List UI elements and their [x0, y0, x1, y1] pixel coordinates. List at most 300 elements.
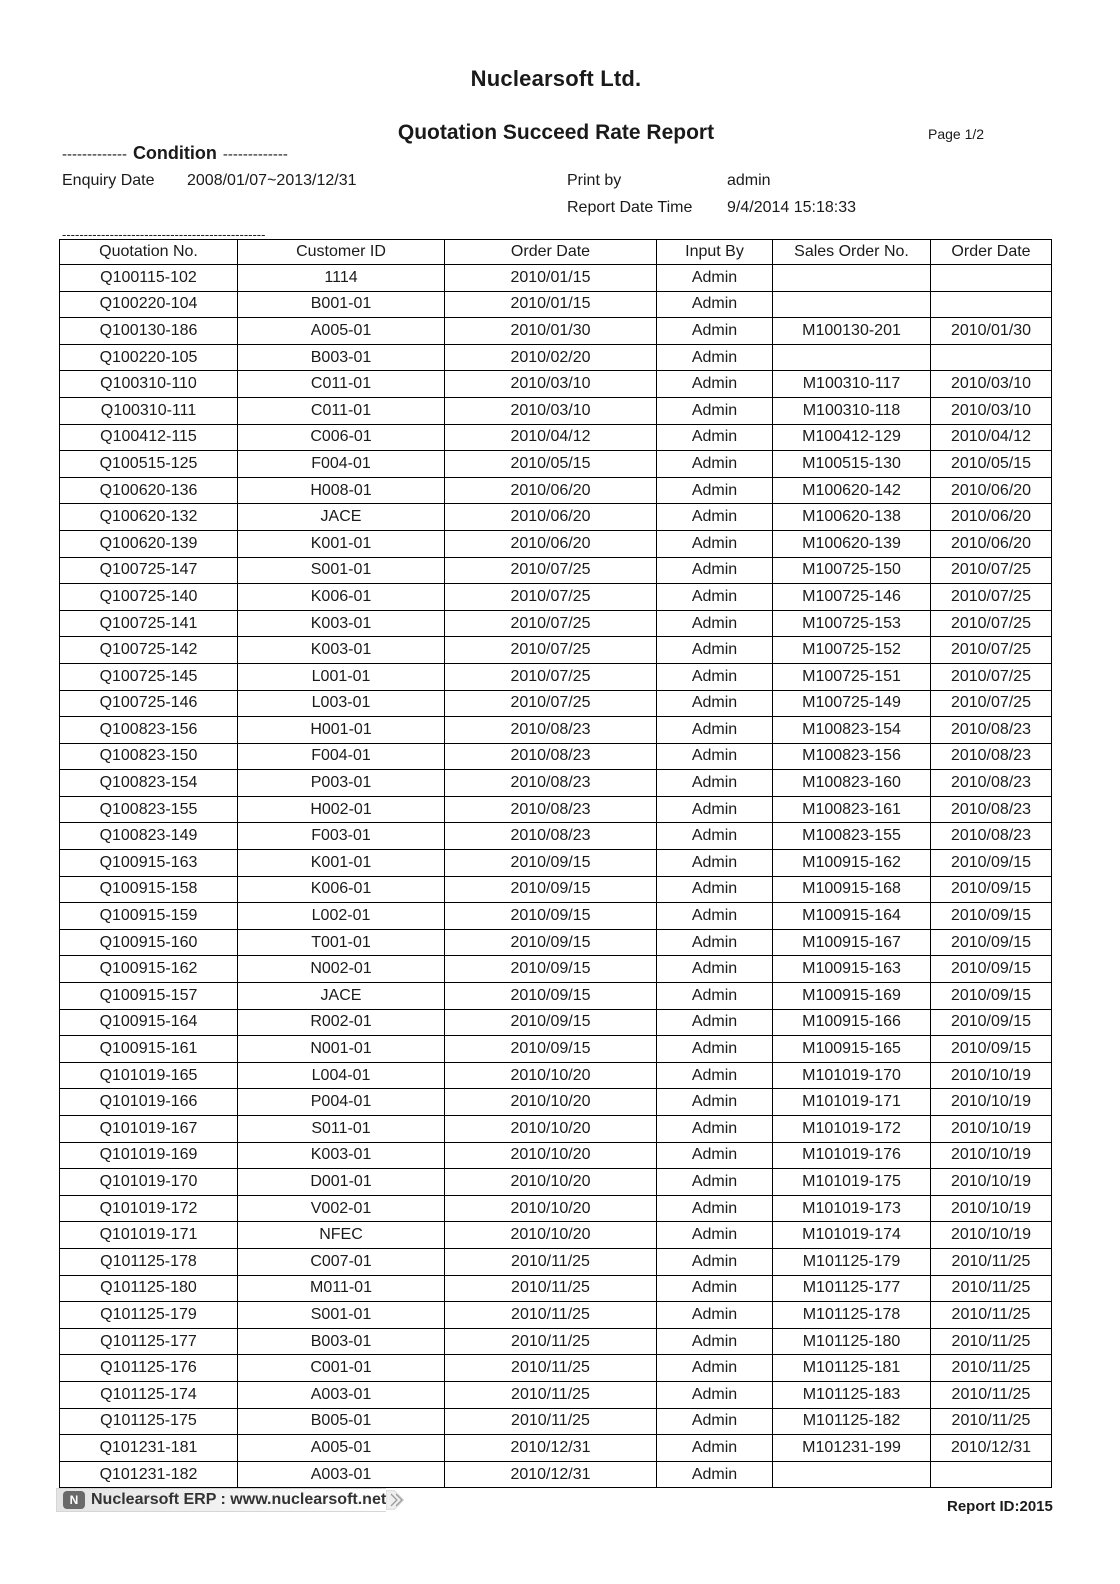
cell-quotation-no: Q100823-150	[60, 743, 238, 770]
cell-customer-id: H001-01	[238, 717, 445, 744]
page-number: Page 1/2	[928, 126, 985, 142]
cell-quotation-no: Q100310-111	[60, 397, 238, 424]
cell-sales-order-no: M100515-130	[773, 451, 931, 478]
cell-sales-order-no: M100725-150	[773, 557, 931, 584]
cell-order-date: 2010/11/25	[445, 1381, 657, 1408]
table-row	[60, 1381, 1052, 1408]
cell-quotation-no: Q100620-132	[60, 504, 238, 531]
cell-order-date: 2010/12/31	[445, 1461, 657, 1488]
cell-customer-id: NFEC	[238, 1222, 445, 1249]
nuclearsoft-logo-icon: N	[63, 1491, 85, 1509]
cell-input-by: Admin	[657, 823, 773, 850]
cell-order-date: 2010/07/25	[445, 637, 657, 664]
cell-customer-id: H002-01	[238, 796, 445, 823]
cell-quotation-no: Q100915-159	[60, 903, 238, 930]
cell-order-date: 2010/07/25	[445, 557, 657, 584]
cell-sales-order-no: M100823-156	[773, 743, 931, 770]
cell-quotation-no: Q101019-166	[60, 1089, 238, 1116]
cell-quotation-no: Q101125-180	[60, 1275, 238, 1302]
cell-so-order-date: 2010/08/23	[931, 770, 1052, 797]
cell-customer-id: P004-01	[238, 1089, 445, 1116]
table-row	[60, 1116, 1052, 1143]
cell-order-date: 2010/02/20	[445, 344, 657, 371]
cell-order-date: 2010/07/25	[445, 690, 657, 717]
cell-sales-order-no: M100915-167	[773, 929, 931, 956]
table-row	[60, 344, 1052, 371]
cell-so-order-date: 2010/09/15	[931, 850, 1052, 877]
cell-sales-order-no	[773, 1461, 931, 1488]
cell-sales-order-no: M100130-201	[773, 318, 931, 345]
cell-input-by: Admin	[657, 397, 773, 424]
cell-quotation-no: Q100725-140	[60, 584, 238, 611]
table-row	[60, 1435, 1052, 1462]
cell-customer-id: A003-01	[238, 1461, 445, 1488]
cell-quotation-no: Q100725-141	[60, 610, 238, 637]
cell-sales-order-no: M100915-165	[773, 1036, 931, 1063]
print-by-label: Print by	[567, 172, 622, 189]
cell-quotation-no: Q100620-136	[60, 477, 238, 504]
cell-customer-id: M011-01	[238, 1275, 445, 1302]
cell-customer-id: F004-01	[238, 451, 445, 478]
cell-quotation-no: Q100115-102	[60, 265, 238, 292]
cell-sales-order-no: M100915-162	[773, 850, 931, 877]
cell-so-order-date: 2010/10/19	[931, 1169, 1052, 1196]
cell-quotation-no: Q101231-181	[60, 1435, 238, 1462]
cell-input-by: Admin	[657, 1195, 773, 1222]
cell-customer-id: S011-01	[238, 1116, 445, 1143]
cell-input-by: Admin	[657, 1355, 773, 1382]
cell-quotation-no: Q101125-177	[60, 1328, 238, 1355]
cell-sales-order-no: M101019-172	[773, 1116, 931, 1143]
cell-quotation-no: Q100725-147	[60, 557, 238, 584]
table-row	[60, 477, 1052, 504]
cell-customer-id: K006-01	[238, 876, 445, 903]
cell-customer-id: JACE	[238, 983, 445, 1010]
cell-so-order-date: 2010/10/19	[931, 1116, 1052, 1143]
cell-input-by: Admin	[657, 876, 773, 903]
column-header-so-order-date: Order Date	[931, 240, 1052, 265]
cell-input-by: Admin	[657, 1461, 773, 1488]
cell-sales-order-no: M100915-163	[773, 956, 931, 983]
cell-customer-id: A005-01	[238, 318, 445, 345]
cell-input-by: Admin	[657, 770, 773, 797]
table-row	[60, 1461, 1052, 1488]
cell-order-date: 2010/08/23	[445, 770, 657, 797]
cell-customer-id: N001-01	[238, 1036, 445, 1063]
cell-sales-order-no	[773, 265, 931, 292]
table-row	[60, 1355, 1052, 1382]
condition-dashes-left: -------------	[62, 146, 127, 163]
cell-so-order-date: 2010/09/15	[931, 1036, 1052, 1063]
report-datetime-value: 9/4/2014 15:18:33	[727, 199, 857, 216]
table-row	[60, 584, 1052, 611]
cell-order-date: 2010/11/25	[445, 1328, 657, 1355]
table-row	[60, 610, 1052, 637]
cell-so-order-date: 2010/11/25	[931, 1328, 1052, 1355]
cell-so-order-date: 2010/11/25	[931, 1355, 1052, 1382]
cell-so-order-date: 2010/07/25	[931, 557, 1052, 584]
cell-quotation-no: Q100915-157	[60, 983, 238, 1010]
table-row	[60, 876, 1052, 903]
cell-so-order-date	[931, 291, 1052, 318]
condition-heading	[62, 143, 288, 164]
table-row	[60, 1328, 1052, 1355]
condition-dashes-right: -------------	[222, 146, 288, 163]
cell-order-date: 2010/07/25	[445, 584, 657, 611]
table-row	[60, 265, 1052, 292]
table-row	[60, 1089, 1052, 1116]
cell-sales-order-no: M101125-181	[773, 1355, 931, 1382]
cell-so-order-date: 2010/09/15	[931, 929, 1052, 956]
cell-so-order-date: 2010/12/31	[931, 1435, 1052, 1462]
column-header-input-by: Input By	[657, 240, 773, 265]
cell-so-order-date: 2010/08/23	[931, 823, 1052, 850]
cell-order-date: 2010/04/12	[445, 424, 657, 451]
table-row	[60, 1142, 1052, 1169]
cell-input-by: Admin	[657, 265, 773, 292]
cell-customer-id: JACE	[238, 504, 445, 531]
cell-so-order-date: 2010/01/30	[931, 318, 1052, 345]
cell-customer-id: T001-01	[238, 929, 445, 956]
cell-order-date: 2010/07/25	[445, 663, 657, 690]
table-row	[60, 663, 1052, 690]
cell-so-order-date: 2010/10/19	[931, 1195, 1052, 1222]
cell-so-order-date: 2010/07/25	[931, 690, 1052, 717]
cell-quotation-no: Q101019-169	[60, 1142, 238, 1169]
cell-order-date: 2010/10/20	[445, 1195, 657, 1222]
cell-order-date: 2010/09/15	[445, 876, 657, 903]
cell-so-order-date: 2010/03/10	[931, 371, 1052, 398]
cell-input-by: Admin	[657, 1062, 773, 1089]
cell-input-by: Admin	[657, 504, 773, 531]
cell-quotation-no: Q100515-125	[60, 451, 238, 478]
cell-quotation-no: Q101019-171	[60, 1222, 238, 1249]
double-chevron-right-icon	[386, 1488, 408, 1512]
cell-input-by: Admin	[657, 743, 773, 770]
cell-quotation-no: Q100915-160	[60, 929, 238, 956]
cell-sales-order-no: M100725-149	[773, 690, 931, 717]
cell-so-order-date: 2010/10/19	[931, 1222, 1052, 1249]
cell-quotation-no: Q101125-175	[60, 1408, 238, 1435]
cell-input-by: Admin	[657, 584, 773, 611]
cell-quotation-no: Q100725-146	[60, 690, 238, 717]
cell-order-date: 2010/07/25	[445, 610, 657, 637]
cell-quotation-no: Q100620-139	[60, 530, 238, 557]
table-row	[60, 690, 1052, 717]
enquiry-date-label: Enquiry Date	[62, 172, 155, 189]
cell-sales-order-no: M101019-173	[773, 1195, 931, 1222]
cell-sales-order-no: M100412-129	[773, 424, 931, 451]
cell-quotation-no: Q100220-104	[60, 291, 238, 318]
cell-customer-id: K003-01	[238, 1142, 445, 1169]
cell-input-by: Admin	[657, 1142, 773, 1169]
cell-quotation-no: Q101019-170	[60, 1169, 238, 1196]
cell-order-date: 2010/08/23	[445, 743, 657, 770]
cell-customer-id: K001-01	[238, 850, 445, 877]
cell-sales-order-no: M100915-164	[773, 903, 931, 930]
cell-order-date: 2010/03/10	[445, 371, 657, 398]
cell-input-by: Admin	[657, 929, 773, 956]
table-row	[60, 1169, 1052, 1196]
cell-input-by: Admin	[657, 371, 773, 398]
footer-logo	[56, 1488, 408, 1512]
cell-order-date: 2010/09/15	[445, 983, 657, 1010]
cell-input-by: Admin	[657, 1009, 773, 1036]
table-row	[60, 770, 1052, 797]
cell-sales-order-no: M100725-151	[773, 663, 931, 690]
cell-sales-order-no: M101019-175	[773, 1169, 931, 1196]
column-header-customer-id: Customer ID	[238, 240, 445, 265]
cell-quotation-no: Q100725-145	[60, 663, 238, 690]
cell-order-date: 2010/11/25	[445, 1302, 657, 1329]
condition-heading-label: Condition	[132, 143, 217, 163]
footer-logo-banner	[56, 1488, 386, 1512]
cell-order-date: 2010/10/20	[445, 1142, 657, 1169]
cell-order-date: 2010/05/15	[445, 451, 657, 478]
column-header-quotation-no: Quotation No.	[60, 240, 238, 265]
table-row	[60, 1408, 1052, 1435]
table-row	[60, 823, 1052, 850]
cell-input-by: Admin	[657, 637, 773, 664]
table-row	[60, 983, 1052, 1010]
cell-sales-order-no: M101019-174	[773, 1222, 931, 1249]
cell-sales-order-no: M100310-118	[773, 397, 931, 424]
column-header-order-date: Order Date	[445, 240, 657, 265]
table-row	[60, 1036, 1052, 1063]
cell-so-order-date: 2010/11/25	[931, 1248, 1052, 1275]
cell-quotation-no: Q100915-161	[60, 1036, 238, 1063]
cell-quotation-no: Q100823-154	[60, 770, 238, 797]
cell-so-order-date: 2010/07/25	[931, 610, 1052, 637]
cell-customer-id: C001-01	[238, 1355, 445, 1382]
cell-sales-order-no: M100620-138	[773, 504, 931, 531]
cell-sales-order-no: M100823-154	[773, 717, 931, 744]
cell-quotation-no: Q100915-158	[60, 876, 238, 903]
enquiry-date-value: 2008/01/07~2013/12/31	[187, 172, 357, 189]
table-row	[60, 1248, 1052, 1275]
cell-order-date: 2010/09/15	[445, 1036, 657, 1063]
cell-customer-id: K003-01	[238, 637, 445, 664]
cell-customer-id: D001-01	[238, 1169, 445, 1196]
table-row	[60, 850, 1052, 877]
cell-so-order-date: 2010/09/15	[931, 983, 1052, 1010]
cell-order-date: 2010/06/20	[445, 477, 657, 504]
cell-so-order-date: 2010/09/15	[931, 876, 1052, 903]
cell-customer-id: V002-01	[238, 1195, 445, 1222]
table-row	[60, 1195, 1052, 1222]
cell-so-order-date: 2010/11/25	[931, 1275, 1052, 1302]
table-row	[60, 530, 1052, 557]
cell-input-by: Admin	[657, 956, 773, 983]
cell-so-order-date: 2010/08/23	[931, 743, 1052, 770]
cell-quotation-no: Q100220-105	[60, 344, 238, 371]
cell-input-by: Admin	[657, 1328, 773, 1355]
cell-order-date: 2010/11/25	[445, 1248, 657, 1275]
cell-sales-order-no: M100915-169	[773, 983, 931, 1010]
table-row	[60, 424, 1052, 451]
cell-input-by: Admin	[657, 1089, 773, 1116]
cell-sales-order-no: M101019-171	[773, 1089, 931, 1116]
table-row	[60, 318, 1052, 345]
table-body	[60, 265, 1052, 1488]
cell-order-date: 2010/10/20	[445, 1116, 657, 1143]
cell-customer-id: S001-01	[238, 557, 445, 584]
cell-input-by: Admin	[657, 1302, 773, 1329]
cell-quotation-no: Q101125-179	[60, 1302, 238, 1329]
cell-sales-order-no: M101125-182	[773, 1408, 931, 1435]
cell-order-date: 2010/09/15	[445, 903, 657, 930]
cell-sales-order-no: M100915-166	[773, 1009, 931, 1036]
cell-quotation-no: Q100130-186	[60, 318, 238, 345]
cell-sales-order-no: M100725-152	[773, 637, 931, 664]
table-row	[60, 1222, 1052, 1249]
cell-order-date: 2010/12/31	[445, 1435, 657, 1462]
cell-so-order-date: 2010/09/15	[931, 903, 1052, 930]
cell-customer-id: K006-01	[238, 584, 445, 611]
cell-customer-id: L002-01	[238, 903, 445, 930]
cell-so-order-date: 2010/06/20	[931, 504, 1052, 531]
company-name: Nuclearsoft Ltd.	[470, 66, 642, 91]
table-row	[60, 929, 1052, 956]
cell-input-by: Admin	[657, 291, 773, 318]
print-by-value: admin	[727, 172, 771, 189]
cell-quotation-no: Q101125-178	[60, 1248, 238, 1275]
cell-quotation-no: Q101125-176	[60, 1355, 238, 1382]
cell-input-by: Admin	[657, 1248, 773, 1275]
cell-input-by: Admin	[657, 1036, 773, 1063]
cell-input-by: Admin	[657, 796, 773, 823]
cell-quotation-no: Q100915-163	[60, 850, 238, 877]
table-row	[60, 1009, 1052, 1036]
cell-sales-order-no: M100823-161	[773, 796, 931, 823]
cell-customer-id: C006-01	[238, 424, 445, 451]
cell-sales-order-no: M100725-146	[773, 584, 931, 611]
cell-quotation-no: Q100725-142	[60, 637, 238, 664]
report-datetime-label: Report Date Time	[567, 199, 693, 216]
cell-order-date: 2010/01/15	[445, 291, 657, 318]
cell-input-by: Admin	[657, 690, 773, 717]
cell-input-by: Admin	[657, 424, 773, 451]
cell-order-date: 2010/11/25	[445, 1408, 657, 1435]
cell-so-order-date: 2010/06/20	[931, 530, 1052, 557]
cell-input-by: Admin	[657, 1435, 773, 1462]
cell-input-by: Admin	[657, 1116, 773, 1143]
table-row	[60, 1302, 1052, 1329]
table-row	[60, 796, 1052, 823]
cell-input-by: Admin	[657, 903, 773, 930]
cell-customer-id: N002-01	[238, 956, 445, 983]
table-row	[60, 397, 1052, 424]
cell-input-by: Admin	[657, 850, 773, 877]
cell-sales-order-no: M100915-168	[773, 876, 931, 903]
cell-sales-order-no	[773, 344, 931, 371]
cell-input-by: Admin	[657, 717, 773, 744]
table-row	[60, 743, 1052, 770]
cell-so-order-date: 2010/07/25	[931, 663, 1052, 690]
cell-so-order-date: 2010/09/15	[931, 956, 1052, 983]
cell-so-order-date: 2010/07/25	[931, 584, 1052, 611]
cell-order-date: 2010/08/23	[445, 796, 657, 823]
cell-so-order-date: 2010/10/19	[931, 1142, 1052, 1169]
cell-so-order-date: 2010/10/19	[931, 1089, 1052, 1116]
cell-quotation-no: Q100915-162	[60, 956, 238, 983]
cell-order-date: 2010/09/15	[445, 929, 657, 956]
cell-sales-order-no: M101231-199	[773, 1435, 931, 1462]
cell-so-order-date: 2010/08/23	[931, 717, 1052, 744]
cell-order-date: 2010/08/23	[445, 717, 657, 744]
cell-customer-id: L004-01	[238, 1062, 445, 1089]
cell-order-date: 2010/10/20	[445, 1169, 657, 1196]
cell-customer-id: R002-01	[238, 1009, 445, 1036]
cell-so-order-date: 2010/05/15	[931, 451, 1052, 478]
cell-so-order-date: 2010/09/15	[931, 1009, 1052, 1036]
cell-sales-order-no: M100620-139	[773, 530, 931, 557]
cell-quotation-no: Q101019-167	[60, 1116, 238, 1143]
cell-order-date: 2010/10/20	[445, 1089, 657, 1116]
table-row	[60, 371, 1052, 398]
cell-sales-order-no: M100310-117	[773, 371, 931, 398]
cell-customer-id: B005-01	[238, 1408, 445, 1435]
cell-so-order-date: 2010/08/23	[931, 796, 1052, 823]
cell-quotation-no: Q101019-172	[60, 1195, 238, 1222]
cell-input-by: Admin	[657, 1275, 773, 1302]
table-header-row	[60, 240, 1052, 265]
cell-quotation-no: Q101125-174	[60, 1381, 238, 1408]
cell-so-order-date: 2010/11/25	[931, 1381, 1052, 1408]
cell-customer-id: B003-01	[238, 1328, 445, 1355]
report-title: Quotation Succeed Rate Report	[397, 121, 715, 144]
cell-order-date: 2010/11/25	[445, 1275, 657, 1302]
table-row	[60, 637, 1052, 664]
cell-order-date: 2010/06/20	[445, 530, 657, 557]
cell-sales-order-no: M101125-180	[773, 1328, 931, 1355]
cell-so-order-date	[931, 1461, 1052, 1488]
cell-sales-order-no: M101125-183	[773, 1381, 931, 1408]
cell-order-date: 2010/10/20	[445, 1062, 657, 1089]
cell-sales-order-no: M101125-178	[773, 1302, 931, 1329]
cell-so-order-date	[931, 265, 1052, 292]
cell-quotation-no: Q100823-155	[60, 796, 238, 823]
cell-sales-order-no: M100725-153	[773, 610, 931, 637]
cell-customer-id: H008-01	[238, 477, 445, 504]
cell-customer-id: P003-01	[238, 770, 445, 797]
cell-quotation-no: Q100823-149	[60, 823, 238, 850]
cell-input-by: Admin	[657, 610, 773, 637]
cell-so-order-date: 2010/11/25	[931, 1302, 1052, 1329]
cell-order-date: 2010/10/20	[445, 1222, 657, 1249]
cell-customer-id: K001-01	[238, 530, 445, 557]
cell-sales-order-no: M101125-177	[773, 1275, 931, 1302]
cell-sales-order-no: M100823-160	[773, 770, 931, 797]
cell-input-by: Admin	[657, 477, 773, 504]
cell-input-by: Admin	[657, 1408, 773, 1435]
cell-sales-order-no: M100620-142	[773, 477, 931, 504]
table-row	[60, 956, 1052, 983]
cell-order-date: 2010/11/25	[445, 1355, 657, 1382]
table-row	[60, 1275, 1052, 1302]
cell-quotation-no: Q101231-182	[60, 1461, 238, 1488]
cell-customer-id: C011-01	[238, 371, 445, 398]
cell-customer-id: A003-01	[238, 1381, 445, 1408]
cell-quotation-no: Q100310-110	[60, 371, 238, 398]
cell-sales-order-no: M101019-176	[773, 1142, 931, 1169]
cell-so-order-date: 2010/06/20	[931, 477, 1052, 504]
cell-customer-id: F004-01	[238, 743, 445, 770]
table-row	[60, 903, 1052, 930]
footer-logo-text: Nuclearsoft ERP : www.nuclearsoft.net	[91, 1491, 387, 1508]
cell-input-by: Admin	[657, 1169, 773, 1196]
table-row	[60, 1062, 1052, 1089]
